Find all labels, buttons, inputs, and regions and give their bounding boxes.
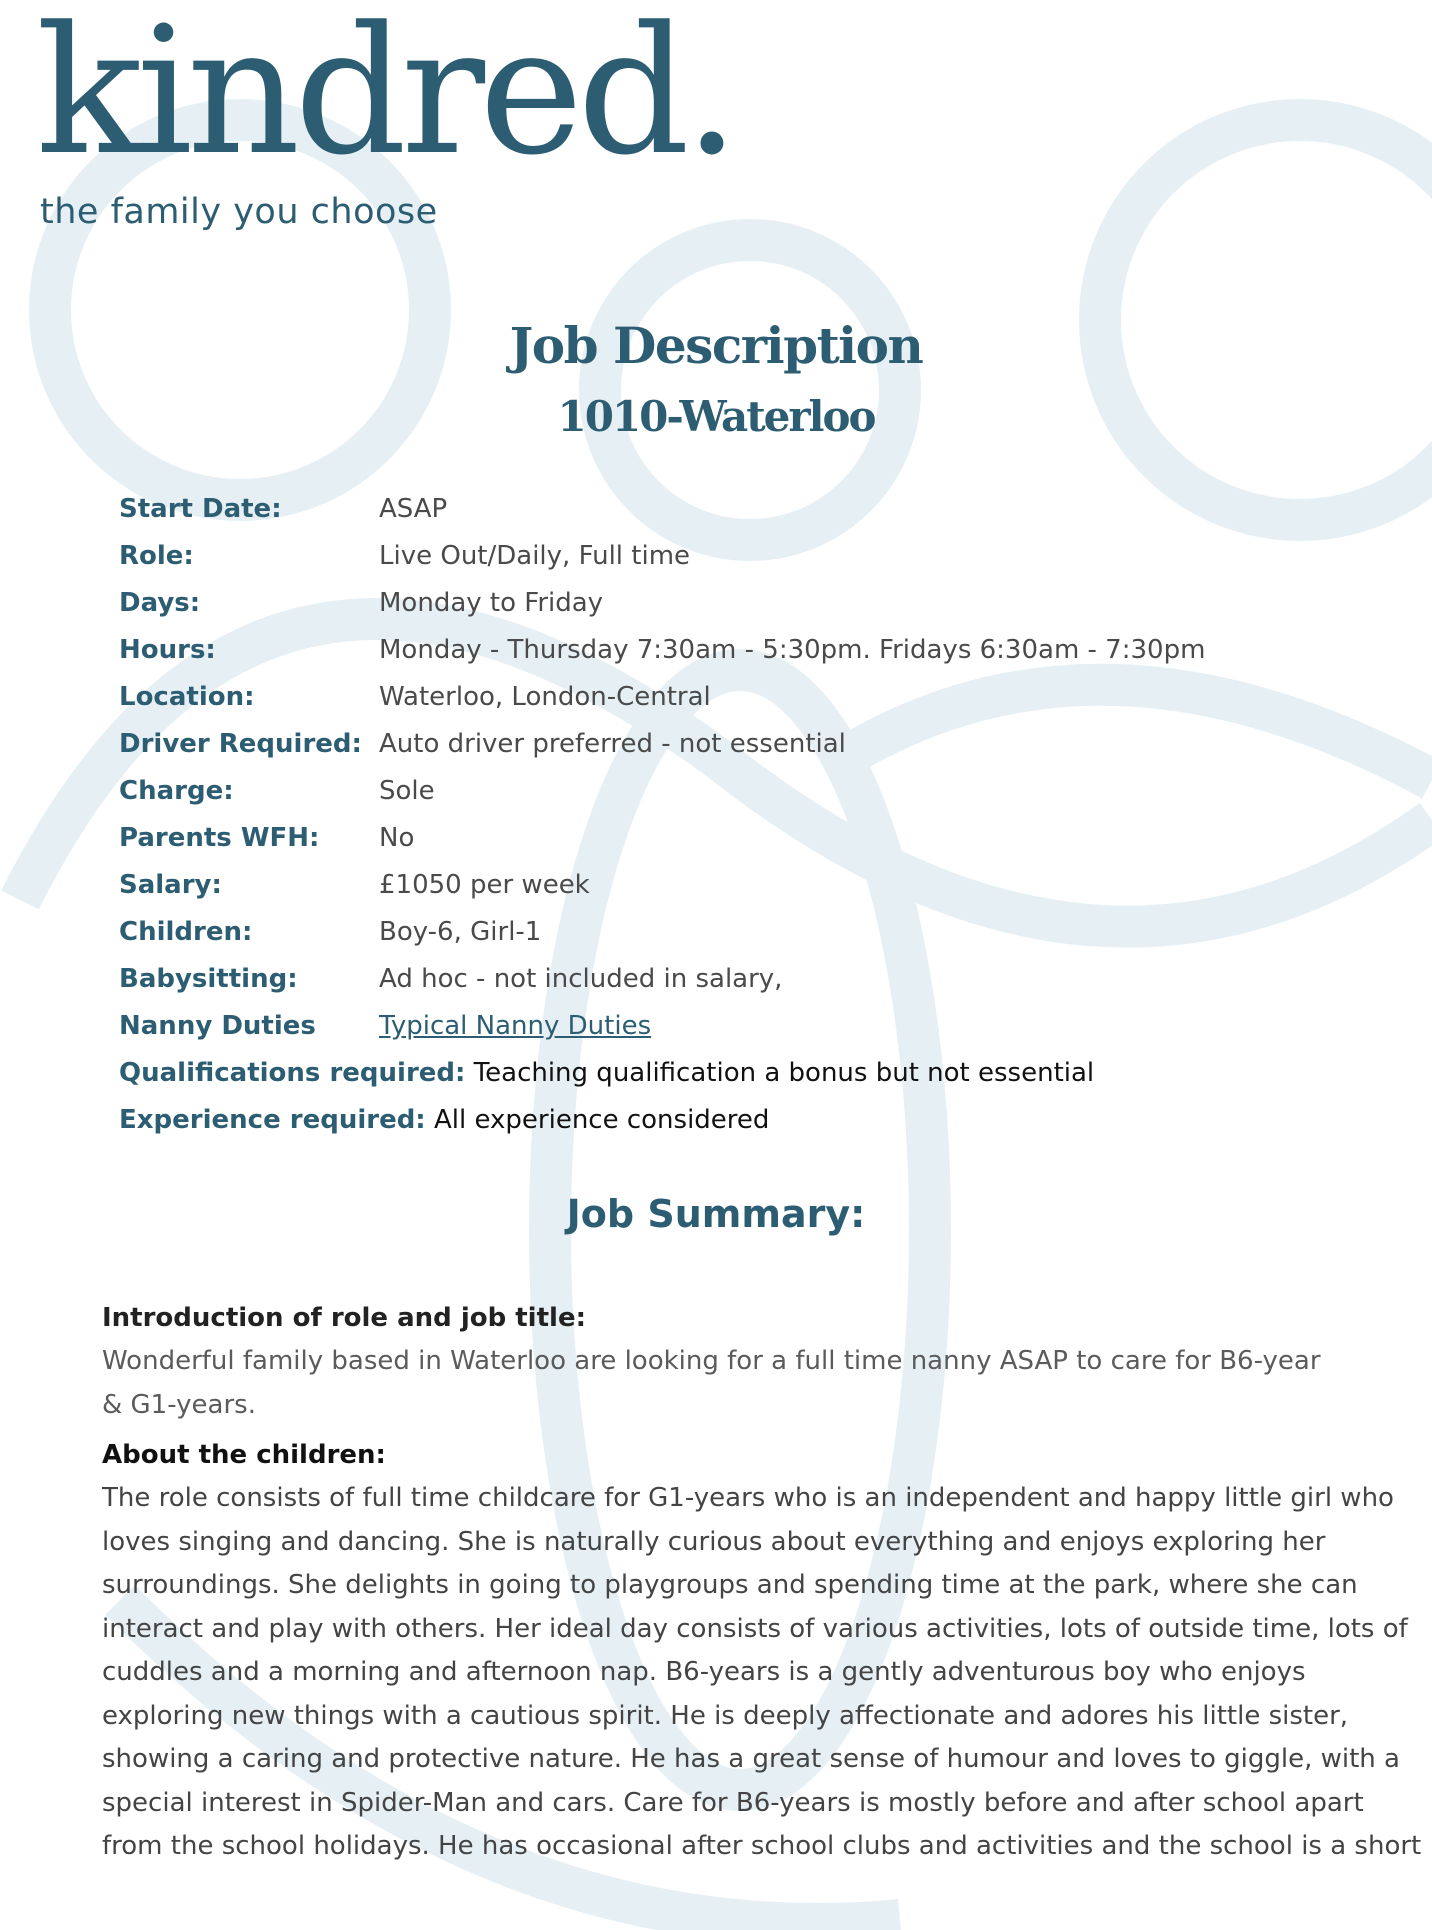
detail-row-salary <box>119 862 1379 909</box>
detail-value: Teaching qualification a bonus but not essential <box>473 1058 1095 1088</box>
detail-value: Auto driver preferred - not essential <box>379 729 846 759</box>
children-paragraph <box>102 1477 1422 1869</box>
detail-label: Location: <box>119 682 255 712</box>
document-reference: 1010-Waterloo <box>557 392 875 441</box>
detail-row-driver-required <box>119 721 1379 768</box>
detail-row-hours <box>119 627 1379 674</box>
logo-wordmark: kindred. <box>36 0 734 194</box>
detail-label: Start Date: <box>119 494 282 524</box>
detail-label: Driver Required: <box>119 729 362 759</box>
document-title: Job Description <box>509 316 923 375</box>
paragraph-line: Wonderful family based in Waterloo are looking for a full time nanny ASAP to care for B6-year <box>102 1346 1321 1376</box>
paragraph-line: & G1-years. <box>102 1389 256 1420</box>
detail-row-role <box>119 533 1379 580</box>
detail-value: Waterloo, London-Central <box>379 682 711 712</box>
detail-row-nanny-duties <box>119 1003 1379 1050</box>
intro-section-title: Introduction of role and job title: <box>102 1303 586 1333</box>
detail-value: Ad hoc - not included in salary, <box>379 964 783 994</box>
detail-value: ASAP <box>379 494 448 524</box>
paragraph-line: exploring new things with a cautious spirit. He is deeply affectionate and adores his little sister, <box>102 1700 1349 1731</box>
detail-value: Monday to Friday <box>379 588 604 618</box>
detail-label: Charge: <box>119 776 234 806</box>
detail-label: Experience required: <box>119 1105 426 1135</box>
job-summary-body <box>102 1296 1422 1869</box>
detail-value: All experience considered <box>433 1105 770 1135</box>
detail-label: Children: <box>119 917 253 947</box>
logo-tagline: the family you choose <box>40 192 438 232</box>
detail-label: Nanny Duties <box>119 1011 316 1041</box>
paragraph-line: surroundings. She delights in going to playgroups and spending time at the park, where she can <box>102 1570 1358 1600</box>
paragraph-line: loves singing and dancing. She is naturally curious about everything and enjoys exploring her <box>102 1526 1326 1557</box>
detail-row-children <box>119 909 1379 956</box>
paragraph-line: from the school holidays. He has occasional after school clubs and activities and the school is a short <box>102 1831 1422 1861</box>
detail-row-babysitting <box>119 956 1379 1003</box>
detail-value: No <box>379 823 415 853</box>
detail-label: Days: <box>119 588 201 618</box>
detail-row-charge <box>119 768 1379 815</box>
paragraph-line: The role consists of full time childcare for G1-years who is an independent and happy little girl who <box>102 1483 1394 1513</box>
detail-value: £1050 per week <box>379 870 590 900</box>
intro-paragraph <box>102 1340 1402 1427</box>
paragraph-line: special interest in Spider-Man and cars. Care for B6-years is mostly before and after school apart <box>102 1787 1364 1818</box>
detail-label: Qualifications required: <box>119 1058 466 1088</box>
detail-row-start-date <box>119 486 1379 533</box>
paragraph-line: cuddles and a morning and afternoon nap. B6-years is a gently adventurous boy who enjoys <box>102 1657 1306 1687</box>
detail-label: Salary: <box>119 870 222 900</box>
detail-label: Parents WFH: <box>119 823 320 853</box>
detail-label: Babysitting: <box>119 964 298 994</box>
paragraph-line: interact and play with others. Her ideal day consists of various activities, lots of outside time, lots of <box>102 1613 1408 1644</box>
detail-row-experience <box>119 1097 1379 1144</box>
detail-value: Sole <box>379 776 435 806</box>
detail-row-qualifications <box>119 1050 1379 1097</box>
detail-row-days <box>119 580 1379 627</box>
kindred-logo <box>36 0 734 232</box>
detail-value: Live Out/Daily, Full time <box>379 541 691 571</box>
detail-row-parents-wfh <box>119 815 1379 862</box>
detail-row-location <box>119 674 1379 721</box>
children-section-title: About the children: <box>102 1440 386 1470</box>
detail-value: Monday - Thursday 7:30am - 5:30pm. Fridays 6:30am - 7:30pm <box>379 635 1206 665</box>
paragraph-line: showing a caring and protective nature. He has a great sense of humour and loves to giggle, with a <box>102 1744 1400 1774</box>
job-summary-heading: Job Summary: <box>566 1192 866 1236</box>
job-details <box>119 486 1379 1144</box>
detail-value: Boy-6, Girl-1 <box>379 917 542 947</box>
typical-nanny-duties-link[interactable]: Typical Nanny Duties <box>379 1011 652 1041</box>
detail-label: Hours: <box>119 635 216 665</box>
detail-label: Role: <box>119 541 194 571</box>
